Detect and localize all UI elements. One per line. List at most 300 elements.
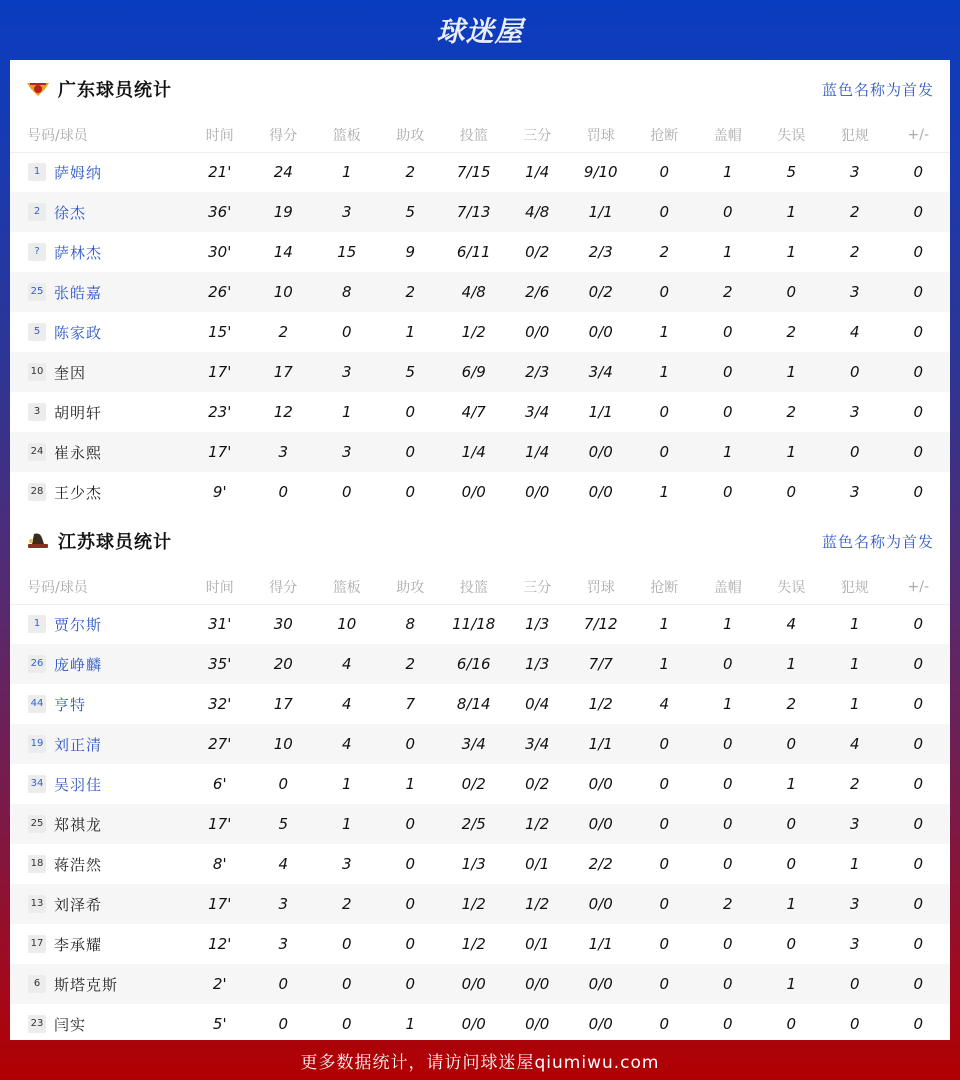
stat-pf: 1: [849, 615, 860, 634]
stat-fg: 1/2: [461, 935, 486, 953]
stat-pm: 0: [887, 804, 951, 844]
stat-ft: 0/0: [569, 432, 633, 472]
stat-tov: 1: [786, 775, 797, 793]
stat-blk: 0: [696, 644, 760, 684]
jersey-number: 34: [28, 775, 46, 793]
footer-banner[interactable]: [0, 1040, 960, 1080]
player-name[interactable]: 王少杰: [54, 483, 103, 502]
qiumiwu-logo: 球迷屋: [436, 15, 524, 48]
table-row[interactable]: [10, 472, 950, 512]
stat-pm: 0: [913, 695, 924, 713]
player-cell[interactable]: [10, 964, 188, 1004]
guangdong-tiger-logo-icon: [26, 80, 50, 98]
stat-stl: 1: [633, 644, 697, 684]
column-header: 盖帽: [696, 118, 760, 152]
column-header: 篮板: [315, 570, 379, 604]
stat-pf: 1: [849, 855, 860, 873]
stat-reb: 3: [315, 352, 379, 392]
jersey-number: 44: [28, 695, 46, 713]
stat-fg: 8/14: [456, 695, 491, 713]
player-cell[interactable]: [10, 644, 188, 684]
stat-min: 35': [188, 644, 252, 684]
jersey-number: ?: [28, 243, 46, 261]
column-header: 得分: [252, 118, 316, 152]
player-cell[interactable]: [10, 152, 188, 192]
stat-pm: 0: [913, 615, 924, 634]
stat-tp: 0/2: [525, 243, 550, 261]
stat-ft: 1/1: [569, 192, 633, 232]
starter-note: 蓝色名称为首发: [821, 80, 934, 99]
stat-tp: 0/1: [525, 935, 550, 953]
stat-reb: 1: [341, 163, 352, 182]
stat-stl: 4: [659, 695, 670, 713]
stat-pts: 5: [252, 804, 316, 844]
stat-reb: 3: [315, 192, 379, 232]
stat-tp: 4/8: [506, 192, 570, 232]
table-row[interactable]: [10, 152, 950, 192]
table-row[interactable]: [10, 764, 950, 804]
stat-pf: 1: [823, 644, 887, 684]
player-name[interactable]: 贾尔斯: [54, 615, 103, 634]
jersey-number: 23: [28, 1015, 46, 1033]
stat-min: 17': [188, 884, 252, 924]
table-row[interactable]: [10, 1004, 950, 1044]
stat-ast: 1: [405, 1015, 416, 1033]
stat-min: 6': [212, 775, 227, 793]
stat-blk: 0: [696, 352, 760, 392]
stat-tp: 0/0: [525, 323, 550, 341]
section-header: [10, 512, 950, 570]
jersey-number: 28: [28, 483, 46, 501]
stat-blk: 0: [722, 775, 733, 793]
stat-pts: 24: [273, 163, 293, 182]
player-cell[interactable]: [10, 232, 188, 272]
stat-pts: 4: [278, 855, 289, 873]
stat-pm: 0: [913, 403, 924, 421]
stat-ast: 0: [379, 884, 443, 924]
stat-stl: 1: [659, 323, 670, 341]
stat-min: 36': [188, 192, 252, 232]
stat-pf: 2: [849, 775, 860, 793]
stat-tp: 0/0: [525, 1015, 550, 1033]
stats-card: [10, 60, 950, 1040]
stat-reb: 4: [315, 644, 379, 684]
player-cell[interactable]: [10, 1004, 188, 1044]
stat-pm: 0: [913, 855, 924, 873]
stat-ast: 0: [379, 432, 443, 472]
stat-min: 17': [188, 432, 252, 472]
player-cell[interactable]: [10, 604, 188, 644]
table-row[interactable]: [10, 312, 950, 352]
stat-pm: 0: [887, 964, 951, 1004]
stat-ast: 0: [405, 483, 416, 501]
stat-stl: 0: [659, 775, 670, 793]
stat-tp: 0/4: [525, 695, 550, 713]
player-cell[interactable]: [10, 724, 188, 764]
stat-ft: 0/0: [588, 483, 613, 501]
stat-pm: 0: [887, 724, 951, 764]
stat-tp: 2/6: [506, 272, 570, 312]
stat-pf: 3: [849, 403, 860, 421]
stat-reb: 8: [315, 272, 379, 312]
stat-min: 32': [208, 695, 232, 713]
stat-tp: 0/0: [506, 964, 570, 1004]
stat-stl: 0: [633, 804, 697, 844]
table-row[interactable]: [10, 272, 950, 312]
stat-tov: 2: [786, 323, 797, 341]
stat-ft: 1/1: [588, 403, 613, 421]
player-name[interactable]: 萨姆纳: [54, 163, 103, 182]
stat-ft: 2/2: [588, 855, 613, 873]
stat-fg: 0/0: [461, 1015, 486, 1033]
player-name[interactable]: 陈家政: [54, 323, 103, 342]
stat-pf: 3: [849, 163, 860, 182]
player-cell[interactable]: [10, 432, 188, 472]
column-header: 抢断: [633, 570, 697, 604]
stat-ast: 5: [379, 352, 443, 392]
player-cell[interactable]: [10, 884, 188, 924]
stat-pm: 0: [887, 884, 951, 924]
stat-pf: 3: [823, 884, 887, 924]
table-row[interactable]: [10, 392, 950, 432]
player-name[interactable]: 郑祺龙: [54, 815, 103, 834]
section-header: [10, 60, 950, 118]
stat-tov: 0: [786, 1015, 797, 1033]
table-row[interactable]: [10, 964, 950, 1004]
column-header: 三分: [506, 570, 570, 604]
stat-pts: 0: [278, 775, 289, 793]
stat-fg: 1/2: [461, 323, 486, 341]
player-name[interactable]: 李承耀: [54, 935, 103, 954]
table-row[interactable]: [10, 684, 950, 724]
table-row[interactable]: [10, 644, 950, 684]
column-header: 助攻: [379, 118, 443, 152]
stat-tov: 4: [786, 615, 797, 634]
stat-ft: 7/12: [583, 615, 618, 634]
stat-reb: 4: [315, 724, 379, 764]
stat-ft: 1/1: [569, 724, 633, 764]
player-name[interactable]: 萨林杰: [54, 243, 103, 262]
player-name[interactable]: 奎因: [54, 363, 87, 382]
stat-pf: 0: [849, 1015, 860, 1033]
team-section-0: [10, 60, 950, 512]
stat-min: 17': [188, 804, 252, 844]
stat-pts: 3: [252, 884, 316, 924]
stat-ast: 2: [379, 644, 443, 684]
stat-pts: 0: [278, 483, 289, 501]
table-row[interactable]: [10, 804, 950, 844]
column-header: 得分: [252, 570, 316, 604]
jersey-number: 25: [28, 815, 46, 833]
stat-stl: 2: [659, 243, 670, 261]
stat-tov: 1: [760, 884, 824, 924]
jersey-number: 1: [28, 615, 46, 633]
stat-pts: 20: [252, 644, 316, 684]
stat-tp: 1/4: [525, 163, 550, 182]
stat-tp: 0/0: [525, 483, 550, 501]
stat-tov: 1: [760, 432, 824, 472]
stat-ast: 0: [379, 804, 443, 844]
stat-blk: 0: [696, 724, 760, 764]
stat-ast: 0: [379, 724, 443, 764]
stat-tp: 0/1: [525, 855, 550, 873]
jersey-number: 13: [28, 895, 46, 913]
stat-tov: 0: [760, 272, 824, 312]
stat-tov: 1: [760, 644, 824, 684]
stat-tov: 2: [786, 403, 797, 421]
stat-pf: 3: [849, 483, 860, 501]
stat-tp: 1/3: [525, 615, 550, 634]
stat-pm: 0: [887, 432, 951, 472]
stat-ast: 2: [405, 163, 416, 182]
stat-pts: 10: [252, 724, 316, 764]
stat-stl: 1: [633, 352, 697, 392]
jersey-number: 18: [28, 855, 46, 873]
player-cell[interactable]: [10, 192, 188, 232]
stat-fg: 4/8: [442, 272, 506, 312]
stat-blk: 0: [722, 483, 733, 501]
stat-pm: 0: [887, 192, 951, 232]
table-row[interactable]: [10, 604, 950, 644]
player-cell[interactable]: [10, 352, 188, 392]
player-name[interactable]: 胡明轩: [54, 403, 103, 422]
stat-reb: 0: [341, 935, 352, 953]
stat-reb: 1: [341, 775, 352, 793]
player-cell[interactable]: [10, 804, 188, 844]
stat-fg: 1/4: [442, 432, 506, 472]
player-cell[interactable]: [10, 684, 188, 724]
table-row[interactable]: [10, 924, 950, 964]
jersey-number: 25: [28, 283, 46, 301]
stat-tov: 0: [760, 724, 824, 764]
jersey-number: 19: [28, 735, 46, 753]
column-header: 罚球: [569, 118, 633, 152]
column-header: 失误: [760, 118, 824, 152]
stat-pts: 0: [252, 964, 316, 1004]
stat-ast: 8: [405, 615, 416, 634]
player-stats-table: [10, 570, 950, 1044]
player-name[interactable]: 刘泽希: [54, 895, 103, 914]
table-row[interactable]: [10, 232, 950, 272]
stat-stl: 0: [659, 1015, 670, 1033]
player-name[interactable]: 徐杰: [54, 203, 87, 222]
table-row[interactable]: [10, 884, 950, 924]
stat-tp: 1/2: [506, 884, 570, 924]
stat-fg: 6/9: [442, 352, 506, 392]
jersey-number: 17: [28, 935, 46, 953]
stat-tov: 2: [786, 695, 797, 713]
player-stats-table: [10, 118, 950, 512]
table-header-row: [10, 118, 950, 152]
stat-pm: 0: [913, 483, 924, 501]
stat-tov: 0: [786, 483, 797, 501]
stat-ast: 0: [405, 403, 416, 421]
stat-blk: 0: [696, 964, 760, 1004]
stat-pm: 0: [913, 243, 924, 261]
stat-pts: 19: [252, 192, 316, 232]
stat-min: 2': [188, 964, 252, 1004]
stat-pf: 3: [823, 804, 887, 844]
stat-ast: 0: [405, 935, 416, 953]
team-section-1: [10, 512, 950, 1044]
stat-tp: 2/3: [506, 352, 570, 392]
stat-pf: 3: [823, 272, 887, 312]
stat-tov: 0: [760, 804, 824, 844]
player-name[interactable]: 张皓嘉: [54, 283, 103, 302]
stat-reb: 0: [341, 483, 352, 501]
table-header-row: [10, 570, 950, 604]
section-title: 广东球员统计: [58, 80, 172, 101]
stat-ast: 9: [405, 243, 416, 261]
stat-blk: 1: [696, 432, 760, 472]
column-header: 投篮: [442, 570, 506, 604]
stat-tov: 1: [760, 964, 824, 1004]
stat-stl: 0: [659, 855, 670, 873]
column-header: 号码/球员: [10, 570, 188, 604]
column-header: 时间: [188, 570, 252, 604]
table-row[interactable]: [10, 724, 950, 764]
player-cell[interactable]: [10, 472, 188, 512]
stat-ft: 0/0: [588, 323, 613, 341]
stat-ast: 0: [405, 855, 416, 873]
stat-tov: 0: [786, 855, 797, 873]
player-name[interactable]: 闫实: [54, 1015, 87, 1034]
stat-stl: 0: [633, 724, 697, 764]
player-cell[interactable]: [10, 272, 188, 312]
stat-fg: 6/16: [442, 644, 506, 684]
stat-tov: 1: [760, 192, 824, 232]
stat-pm: 0: [913, 1015, 924, 1033]
stat-blk: 0: [696, 192, 760, 232]
stat-blk: 0: [722, 1015, 733, 1033]
column-header: 助攻: [379, 570, 443, 604]
stat-pf: 4: [849, 323, 860, 341]
stat-min: 30': [208, 243, 232, 261]
jiangsu-dragon-logo-icon: [26, 532, 50, 550]
stat-reb: 0: [341, 1015, 352, 1033]
stat-pts: 3: [252, 432, 316, 472]
stat-ft: 3/4: [569, 352, 633, 392]
stat-fg: 1/3: [461, 855, 486, 873]
jersey-number: 5: [28, 323, 46, 341]
stat-ft: 0/0: [569, 964, 633, 1004]
stat-stl: 1: [659, 615, 670, 634]
stat-stl: 0: [633, 432, 697, 472]
stat-pts: 3: [278, 935, 289, 953]
player-name[interactable]: 刘正清: [54, 735, 103, 754]
player-cell[interactable]: [10, 844, 188, 884]
stat-stl: 0: [659, 403, 670, 421]
stat-tp: 3/4: [525, 403, 550, 421]
column-header: 犯规: [823, 118, 887, 152]
stat-tov: 1: [786, 243, 797, 261]
footer-text: 更多数据统计，请访问球迷屋qiumiwu.com: [300, 1052, 660, 1073]
player-name[interactable]: 庞峥麟: [54, 655, 103, 674]
stat-fg: 7/15: [456, 163, 491, 182]
stat-pf: 3: [849, 935, 860, 953]
stat-blk: 2: [696, 884, 760, 924]
stat-fg: 1/2: [442, 884, 506, 924]
stat-min: 12': [208, 935, 232, 953]
stat-stl: 0: [633, 964, 697, 1004]
stat-tp: 1/4: [506, 432, 570, 472]
stat-blk: 0: [696, 804, 760, 844]
stat-pts: 17: [273, 695, 293, 713]
jersey-number: 1: [28, 163, 46, 181]
jersey-number: 6: [28, 975, 46, 993]
player-name[interactable]: 蒋浩然: [54, 855, 103, 874]
stat-min: 21': [208, 163, 232, 182]
stat-min: 23': [208, 403, 232, 421]
stat-ast: 0: [379, 964, 443, 1004]
stat-fg: 4/7: [461, 403, 486, 421]
stat-blk: 2: [696, 272, 760, 312]
stat-pts: 0: [278, 1015, 289, 1033]
player-name[interactable]: 吴羽佳: [54, 775, 103, 794]
stat-stl: 0: [633, 884, 697, 924]
stat-blk: 0: [722, 403, 733, 421]
stat-ft: 0/0: [588, 1015, 613, 1033]
stat-fg: 7/13: [442, 192, 506, 232]
stat-ft: 0/0: [569, 884, 633, 924]
stat-min: 17': [188, 352, 252, 392]
table-row[interactable]: [10, 192, 950, 232]
stat-ft: 9/10: [583, 163, 618, 182]
column-header: 抢断: [633, 118, 697, 152]
stat-min: 26': [188, 272, 252, 312]
stat-min: 15': [208, 323, 232, 341]
column-header: 篮板: [315, 118, 379, 152]
stat-blk: 0: [722, 855, 733, 873]
stat-stl: 1: [659, 483, 670, 501]
column-header: 盖帽: [696, 570, 760, 604]
player-cell[interactable]: [10, 392, 188, 432]
stat-pts: 14: [273, 243, 293, 261]
column-header: 投篮: [442, 118, 506, 152]
stat-fg: 0/2: [461, 775, 486, 793]
stat-reb: 10: [337, 615, 357, 634]
player-cell[interactable]: [10, 764, 188, 804]
stat-min: 9': [212, 483, 227, 501]
stat-reb: 0: [341, 323, 352, 341]
starter-note: 蓝色名称为首发: [821, 532, 934, 551]
stat-tp: 0/2: [525, 775, 550, 793]
player-cell[interactable]: [10, 312, 188, 352]
stat-tov: 0: [786, 935, 797, 953]
table-row[interactable]: [10, 432, 950, 472]
player-cell[interactable]: [10, 924, 188, 964]
jersey-number: 2: [28, 203, 46, 221]
player-name[interactable]: 斯塔克斯: [54, 975, 119, 994]
player-name[interactable]: 亨特: [54, 695, 87, 714]
stat-reb: 2: [315, 884, 379, 924]
column-header: 失误: [760, 570, 824, 604]
table-row[interactable]: [10, 352, 950, 392]
stat-ft: 1/1: [588, 935, 613, 953]
column-header: +/-: [887, 118, 951, 152]
jersey-number: 24: [28, 443, 46, 461]
stat-ast: 1: [405, 775, 416, 793]
stat-pts: 30: [273, 615, 293, 634]
stat-ast: 2: [379, 272, 443, 312]
stat-pts: 2: [278, 323, 289, 341]
table-row[interactable]: [10, 844, 950, 884]
jersey-number: 3: [28, 403, 46, 421]
stat-pf: 0: [823, 432, 887, 472]
column-header: 犯规: [823, 570, 887, 604]
stat-reb: 15: [337, 243, 357, 261]
player-name[interactable]: 崔永熙: [54, 443, 103, 462]
